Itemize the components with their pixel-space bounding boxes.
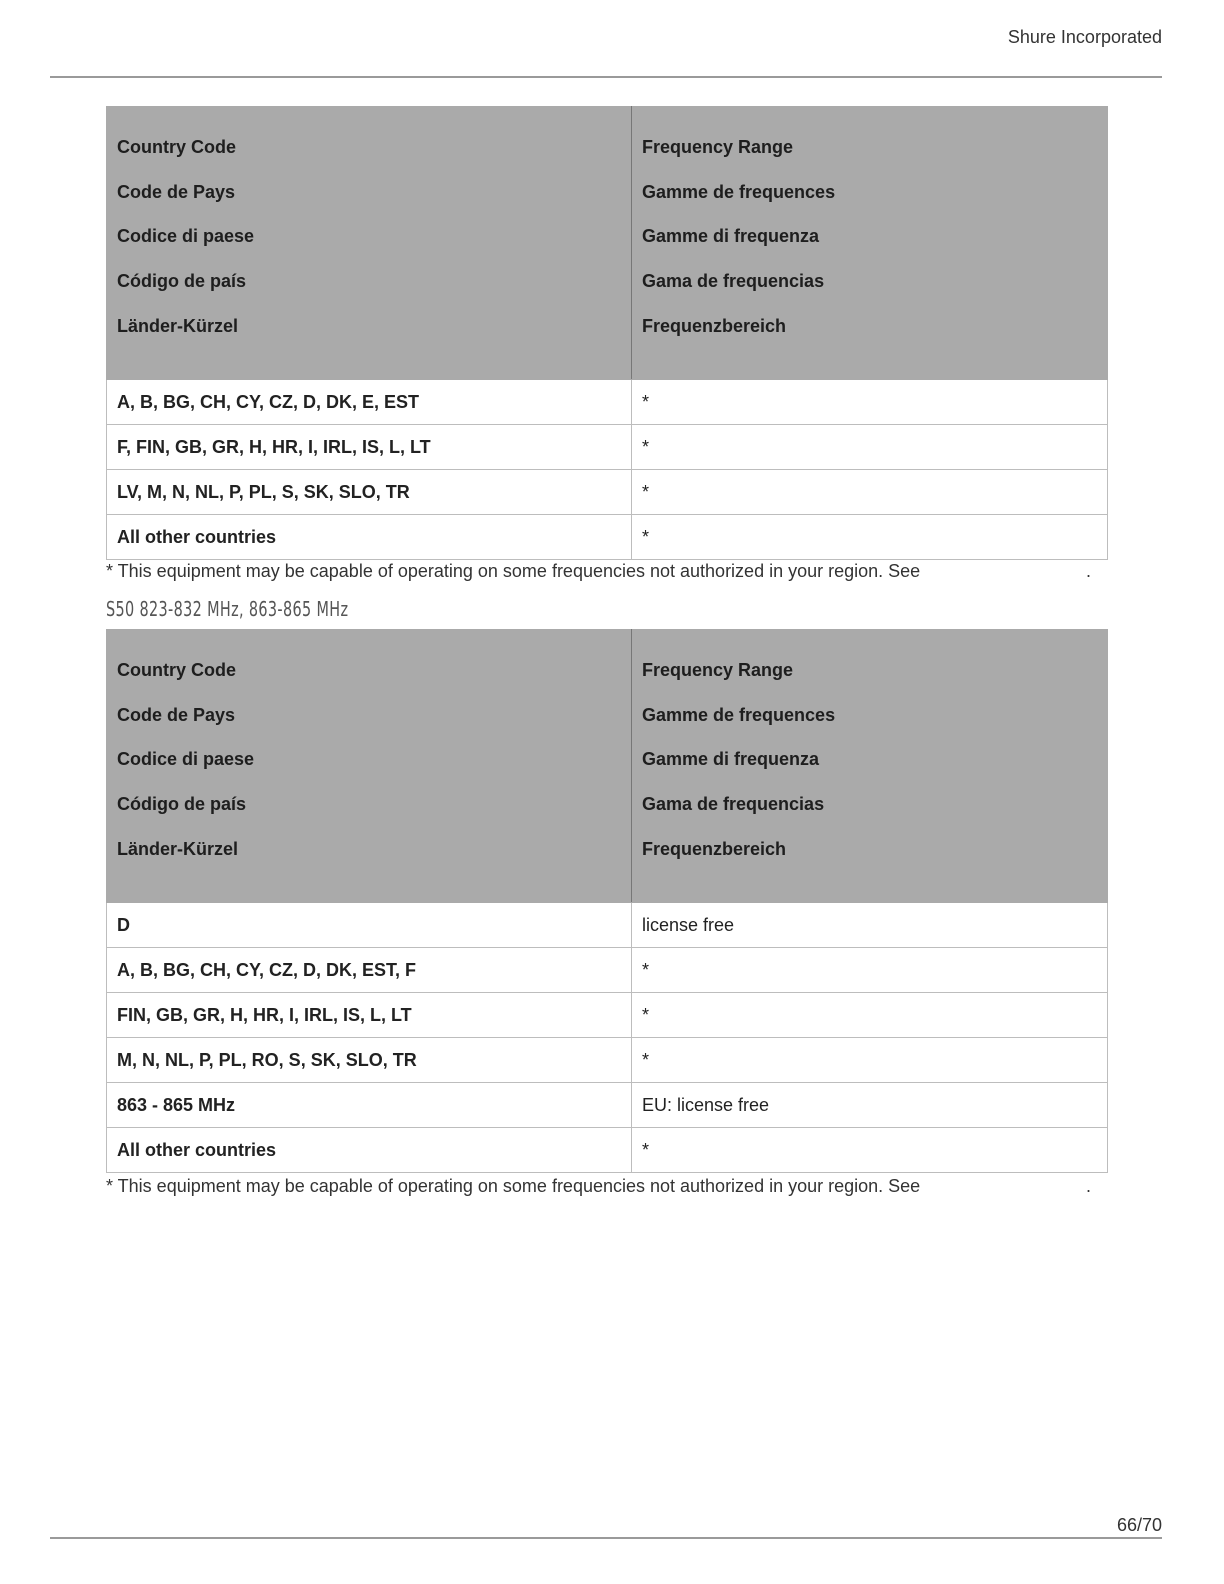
table-row: [107, 380, 1108, 425]
footnote-2: [106, 1176, 1096, 1197]
country-cell: D: [107, 903, 632, 948]
range-cell: EU: license free: [632, 1083, 1108, 1128]
header-label: Codice di paese: [117, 226, 255, 247]
footnote-text: * This equipment may be capable of operating on some frequencies not authorized in your region. See: [106, 561, 921, 581]
header-label: Gamme di frequenza: [642, 749, 820, 770]
table-row: [107, 1083, 1108, 1128]
header-label: Código de país: [117, 271, 247, 292]
header-label: Frequenzbereich: [642, 315, 787, 336]
footnote-1: [106, 561, 1096, 582]
country-cell: All other countries: [107, 1128, 632, 1173]
header-label: Länder-Kürzel: [117, 838, 239, 859]
range-cell: *: [632, 515, 1108, 560]
header-divider: [50, 76, 1162, 78]
header-label: Codice di paese: [117, 749, 255, 770]
range-cell: *: [632, 1038, 1108, 1083]
country-code-header: [107, 107, 632, 380]
footnote-text: * This equipment may be capable of operating on some frequencies not authorized in your region. See: [106, 1176, 921, 1196]
table-row: [107, 1038, 1108, 1083]
range-cell: *: [632, 993, 1108, 1038]
frequency-table-1: [106, 106, 1108, 560]
page-number: 66/70: [1116, 1515, 1162, 1535]
range-cell: *: [632, 1128, 1108, 1173]
table-row: [107, 1128, 1108, 1173]
header-label: Frequency Range: [642, 660, 794, 680]
header-label: Gama de frequencias: [642, 794, 825, 815]
frequency-range-header: [632, 630, 1108, 903]
header-label: Code de Pays: [117, 181, 236, 202]
range-cell: *: [632, 948, 1108, 993]
country-cell: M, N, NL, P, PL, RO, S, SK, SLO, TR: [107, 1038, 632, 1083]
table-header-row: [107, 630, 1108, 903]
header-company-name: Shure Incorporated: [1007, 27, 1162, 47]
header-label: Gamme di frequenza: [642, 226, 820, 247]
header-label: Country Code: [117, 660, 236, 680]
country-cell: LV, M, N, NL, P, PL, S, SK, SLO, TR: [107, 470, 632, 515]
header-label: Gama de frequencias: [642, 271, 825, 292]
country-cell: A, B, BG, CH, CY, CZ, D, DK, EST, F: [107, 948, 632, 993]
header-label: Frequenzbereich: [642, 838, 787, 859]
table-row: [107, 903, 1108, 948]
table-row: [107, 948, 1108, 993]
range-cell: license free: [632, 903, 1108, 948]
header-label: Code de Pays: [117, 704, 236, 725]
table-header-row: [107, 107, 1108, 380]
country-cell: FIN, GB, GR, H, HR, I, IRL, IS, L, LT: [107, 993, 632, 1038]
footnote-period: .: [1086, 561, 1092, 581]
country-cell: F, FIN, GB, GR, H, HR, I, IRL, IS, L, LT: [107, 425, 632, 470]
frequency-table-2: [106, 629, 1108, 1173]
table-row: [107, 515, 1108, 560]
country-cell: All other countries: [107, 515, 632, 560]
section-title: S50 823-832 MHz, 863-865 MHz: [106, 597, 349, 621]
header-label: Gamme de frequences: [642, 181, 836, 202]
frequency-range-header: [632, 107, 1108, 380]
table-row: [107, 425, 1108, 470]
country-cell: A, B, BG, CH, CY, CZ, D, DK, E, EST: [107, 380, 632, 425]
table-row: [107, 470, 1108, 515]
header-label: Country Code: [117, 137, 236, 157]
country-cell: 863 - 865 MHz: [107, 1083, 632, 1128]
country-code-header: [107, 630, 632, 903]
range-cell: *: [632, 425, 1108, 470]
footnote-period: .: [1086, 1176, 1092, 1196]
header-label: Gamme de frequences: [642, 704, 836, 725]
footer-divider: [50, 1537, 1162, 1539]
range-cell: *: [632, 380, 1108, 425]
header-label: Código de país: [117, 794, 247, 815]
header-label: Frequency Range: [642, 137, 794, 157]
range-cell: *: [632, 470, 1108, 515]
header-label: Länder-Kürzel: [117, 315, 239, 336]
table-row: [107, 993, 1108, 1038]
